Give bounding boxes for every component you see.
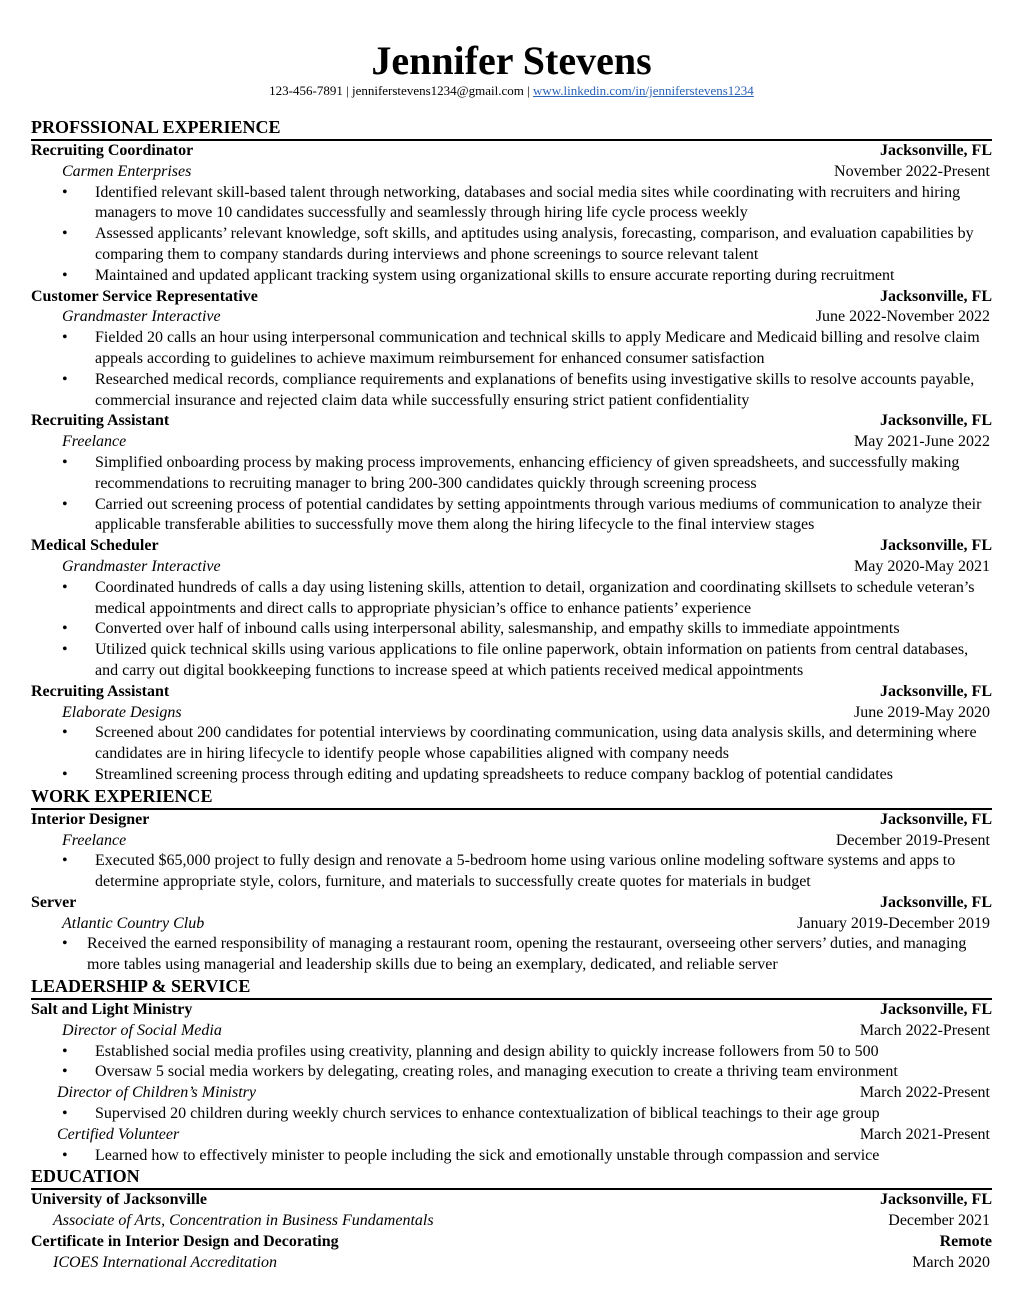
job-company-row: [31, 557, 992, 578]
education-dates: March 2020: [912, 1253, 990, 1271]
job-role: Recruiting Assistant: [31, 412, 170, 430]
bullet-item: • Assessed applicants’ relevant knowledge, soft skills, and aptitudes using analysis, forecasting, comparison, and evaluation capabilities by comparing them to company standards during interviews and phone screenings to source relevant talent: [95, 224, 992, 266]
bullet-item: • Oversaw 5 social media workers by delegating, creating roles, and managing execution to create a thriving team environment: [95, 1062, 992, 1083]
job-company: Grandmaster Interactive: [62, 308, 221, 326]
job-entry: [31, 810, 992, 893]
section-title-education: EDUCATION: [31, 1166, 992, 1190]
job-dates: December 2019-Present: [835, 831, 990, 849]
job-dates: May 2020-May 2021: [854, 557, 990, 575]
job-company-row: [31, 432, 992, 453]
org-location: Jacksonville, FL: [879, 1001, 992, 1019]
leadership-role: Director of Children’s Ministry: [57, 1084, 256, 1102]
job-entry: [31, 411, 992, 536]
bullet-item: • Executed $65,000 project to fully design and renovate a 5-bedroom home using various online modeling software systems and apps to determine appropriate style, colors, furniture, and materials to successfully create quotes for materials in budget: [95, 851, 992, 893]
bullet-item: • Received the earned responsibility of managing a restaurant room, opening the restaurant, overseeing other servers’ duties, and managing more tables using managerial and leadership skills due to being an exemplary, dedicated, and reliable server: [87, 934, 992, 976]
contact-separator: |: [346, 83, 349, 98]
job-dates: May 2021-June 2022: [854, 433, 990, 451]
job-header-row: [31, 893, 992, 914]
school-name: Certificate in Interior Design and Decorating: [31, 1233, 339, 1251]
job-header-row: [31, 810, 992, 831]
job-dates: June 2019-May 2020: [854, 703, 990, 721]
job-company: Carmen Enterprises: [62, 162, 192, 180]
job-location: Jacksonville, FL: [879, 287, 992, 305]
contact-line: [31, 83, 992, 99]
education-detail-row: [31, 1211, 992, 1232]
job-location: Jacksonville, FL: [879, 810, 992, 828]
job-company: Atlantic Country Club: [62, 914, 205, 932]
job-dates: June 2022-November 2022: [815, 308, 990, 326]
education-section: [31, 1166, 992, 1273]
degree-detail: Associate of Arts, Concentration in Business Fundamentals: [53, 1212, 434, 1230]
bullet-item: • Utilized quick technical skills using various applications to file online paperwork, obtain information on patients from central databases, and carry out digital bookkeeping functions to increase speed at which patients received medical appointments: [95, 640, 992, 682]
job-location: Jacksonville, FL: [879, 142, 992, 159]
job-company-row: [31, 831, 992, 852]
leadership-dates: March 2022-Present: [859, 1084, 990, 1102]
job-bullets: [31, 851, 992, 893]
candidate-name: Jennifer Stevens: [371, 38, 652, 83]
job-location: Jacksonville, FL: [879, 537, 992, 555]
job-bullets: [31, 328, 992, 411]
bullet-item: • Converted over half of inbound calls using interpersonal ability, salesmanship, and empathy skills to immediate appointments: [95, 619, 992, 640]
job-location: Jacksonville, FL: [879, 412, 992, 430]
job-company: Elaborate Designs: [62, 703, 182, 721]
leadership-role-row: [31, 1083, 992, 1104]
job-role: Server: [31, 893, 77, 911]
job-company: Freelance: [62, 433, 127, 451]
section-title-work: WORK EXPERIENCE: [31, 786, 992, 810]
leadership-dates: March 2022-Present: [859, 1021, 990, 1039]
contact-separator: |: [527, 83, 530, 98]
job-role: Recruiting Coordinator: [31, 142, 194, 159]
job-entry: [31, 682, 992, 786]
professional-experience-section: [31, 117, 992, 786]
section-title-professional: PROFSSIONAL EXPERIENCE: [31, 117, 992, 141]
phone-number: 123-456-7891: [269, 83, 343, 98]
linkedin-link[interactable]: www.linkedin.com/in/jenniferstevens1234: [532, 83, 754, 98]
job-entry: [31, 536, 992, 682]
leadership-role-row: [31, 1125, 992, 1146]
school-location: Jacksonville, FL: [879, 1191, 992, 1209]
job-company-row: [31, 914, 992, 935]
education-header-row: [31, 1232, 992, 1253]
job-bullets: [31, 453, 992, 536]
bullet-item: • Supervised 20 children during weekly church services to enhance contextualization of biblical teachings to their age group: [95, 1104, 992, 1125]
leadership-bullets: [31, 1146, 992, 1167]
job-location: Jacksonville, FL: [879, 893, 992, 911]
leadership-dates: March 2021-Present: [859, 1125, 990, 1143]
leadership-role: Director of Social Media: [62, 1021, 222, 1039]
education-detail-row: [31, 1253, 992, 1274]
job-role: Interior Designer: [31, 810, 150, 828]
leadership-section: [31, 976, 992, 1166]
work-experience-section: [31, 786, 992, 976]
job-company-row: [31, 162, 992, 183]
job-header-row: [31, 141, 992, 162]
job-entry: [31, 287, 992, 412]
bullet-item: • Screened about 200 candidates for potential interviews by coordinating communication, using data analysis skills, and determining where candidates are in hiring lifecycle to identify people whose capabilities aligned with company needs: [95, 723, 992, 765]
job-company-row: [31, 307, 992, 328]
bullet-item: • Researched medical records, compliance requirements and explanations of benefits using investigative skills to resolve accounts payable, commercial insurance and rejected claim data while successfully ensuring strict patient confidentiality: [95, 370, 992, 412]
job-location: Jacksonville, FL: [879, 682, 992, 700]
job-company: Grandmaster Interactive: [62, 557, 221, 575]
bullet-item: • Established social media profiles using creativity, planning and design ability to quickly increase followers from 50 to 500: [95, 1042, 992, 1063]
job-bullets: [31, 723, 992, 785]
job-company: Freelance: [62, 831, 127, 849]
bullet-item: • Simplified onboarding process by making process improvements, enhancing efficiency of given spreadsheets, and successfully making recommendations to recruiting manager to bring 200-300 candidates quickly through screening process: [95, 453, 992, 495]
leadership-bullets: [31, 1104, 992, 1125]
leadership-bullets: [31, 1042, 992, 1084]
job-bullets: [31, 183, 992, 287]
job-role: Recruiting Assistant: [31, 682, 170, 700]
degree-detail: ICOES International Accreditation: [53, 1253, 277, 1271]
org-name: Salt and Light Ministry: [31, 1001, 193, 1019]
school-location: Remote: [939, 1233, 992, 1251]
job-header-row: [31, 411, 992, 432]
leadership-role-row: [31, 1021, 992, 1042]
bullet-item: • Fielded 20 calls an hour using interpersonal communication and technical skills to apply Medicare and Medicaid billing and resolve claim appeals according to guidelines to achieve maximum reimbursement for enhanced consumer satisfaction: [95, 328, 992, 370]
bullet-item: • Learned how to effectively minister to people including the sick and emotionally unstable through compassion and service: [95, 1146, 992, 1167]
job-bullets: [31, 934, 992, 976]
job-header-row: [31, 682, 992, 703]
job-bullets: [31, 578, 992, 682]
bullet-item: • Identified relevant skill-based talent through networking, databases and social media sites while coordinating with recruiters and hiring managers to move 10 candidates successfully and seamlessly through hiring life cycle process weekly: [95, 183, 992, 225]
job-entry: [31, 893, 992, 976]
leadership-role: Certified Volunteer: [57, 1125, 180, 1143]
education-header-row: [31, 1190, 992, 1211]
section-title-leadership: LEADERSHIP & SERVICE: [31, 976, 992, 1000]
bullet-item: • Maintained and updated applicant tracking system using organizational skills to ensure accurate reporting during recruitment: [95, 266, 992, 287]
bullet-item: • Coordinated hundreds of calls a day using listening skills, attention to detail, organization and coordinating skillsets to schedule veteran’s medical appointments and direct calls to appropriate physician’s office to enhance patients’ experience: [95, 578, 992, 620]
bullet-item: • Carried out screening process of potential candidates by setting appointments through various mediums of communication to analyze their applicable transferable abilities to successfully move them along the hiring lifecycle to the final interview stages: [95, 495, 992, 537]
job-dates: January 2019-December 2019: [797, 914, 990, 932]
job-header-row: [31, 287, 992, 308]
job-dates: November 2022-Present: [834, 162, 990, 180]
education-dates: December 2021: [888, 1212, 990, 1230]
job-role: Medical Scheduler: [31, 537, 159, 555]
job-company-row: [31, 703, 992, 724]
org-header-row: [31, 1000, 992, 1021]
school-name: University of Jacksonville: [31, 1191, 207, 1209]
bullet-item: • Streamlined screening process through editing and updating spreadsheets to reduce company backlog of potential candidates: [95, 765, 992, 786]
job-role: Customer Service Representative: [31, 287, 258, 305]
email-address: jenniferstevens1234@gmail.com: [351, 83, 524, 98]
job-entry: [31, 141, 992, 287]
job-header-row: [31, 536, 992, 557]
